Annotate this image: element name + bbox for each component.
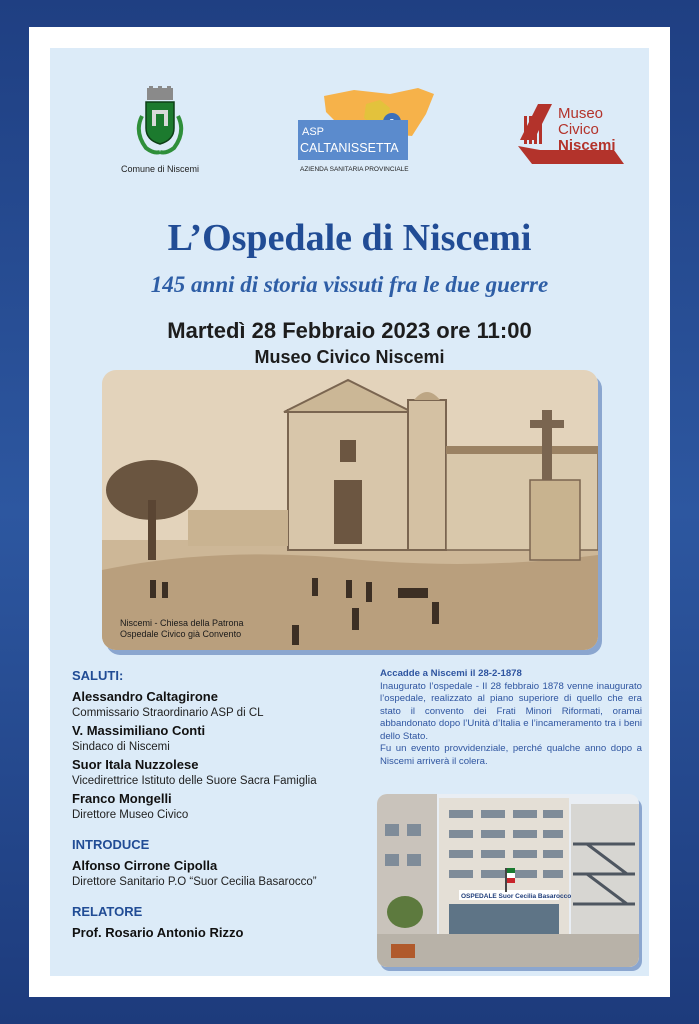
comune-crest-icon xyxy=(132,86,188,160)
speaker-role: Sindaco di Niscemi xyxy=(72,741,170,753)
history-note xyxy=(380,668,642,768)
event-subtitle: 145 anni di storia vissuti fra le due guerre xyxy=(150,272,549,297)
museo-civico-logo xyxy=(518,100,630,166)
event-title: L’Ospedale di Niscemi xyxy=(167,217,532,259)
saluti-heading: SALUTI: xyxy=(72,668,124,683)
poster-frame xyxy=(29,27,670,997)
asp-line2: CALTANISSETTA xyxy=(300,141,399,155)
photo-caption-line1: Niscemi - Chiesa della Patrona xyxy=(120,618,244,628)
history-paragraph-2: Fu un evento provvidenziale, perché qualche anno dopo a Niscemi arriverà il colera. xyxy=(380,743,642,767)
speakers-column xyxy=(72,668,372,940)
comune-logo xyxy=(110,86,210,174)
asp-line1: ASP xyxy=(302,126,325,138)
speaker-role: Direttore Museo Civico xyxy=(72,809,189,821)
introducer-role: Direttore Sanitario P.O “Suor Cecilia Basarocco” xyxy=(72,876,317,888)
historic-church-illustration xyxy=(102,370,598,650)
history-paragraph-1: Inaugurato l’ospedale - Il 28 febbraio 1878 venne inaugurato l’ospedale, realizzato al piano superiore di quello che era stato il convento dei Frati Minori Riformati, oramai abbandonato dopo l’Unità d’Italia e l’incameramento tra i beni dello Stato. xyxy=(380,680,642,742)
speaker-name: Franco Mongelli xyxy=(72,791,172,806)
museo-line2: Civico xyxy=(558,121,599,138)
introduce-heading: INTRODUCE xyxy=(72,837,150,852)
comune-caption: Comune di Niscemi xyxy=(120,164,200,174)
historic-photo xyxy=(102,370,598,650)
history-heading: Accadde a Niscemi il 28-2-1878 xyxy=(380,668,522,679)
speaker-name: Alessandro Caltagirone xyxy=(72,689,218,704)
hospital-photo xyxy=(377,794,639,967)
speaker-name: Suor Itala Nuzzolese xyxy=(72,757,199,772)
photo-caption xyxy=(120,618,244,640)
museo-line3: Niscemi xyxy=(558,137,616,154)
relatore-heading: RELATORE xyxy=(72,904,143,919)
speaker-role: Commissario Straordinario ASP di CL xyxy=(72,707,264,719)
hospital-building-illustration xyxy=(377,794,639,967)
asp-caltanissetta-logo xyxy=(294,84,439,176)
asp-line3: AZIENDA SANITARIA PROVINCIALE xyxy=(300,166,409,173)
museo-line1: Museo xyxy=(558,105,604,122)
speaker-name: V. Massimiliano Conti xyxy=(72,723,206,738)
photo-caption-line2: Ospedale Civico già Convento xyxy=(120,629,242,639)
event-datetime: Martedì 28 Febbraio 2023 ore 11:00 xyxy=(167,318,532,343)
introducer-name: Alfonso Cirrone Cipolla xyxy=(72,858,218,873)
hospital-sign-text: OSPEDALE Suor Cecilia Basarocco xyxy=(461,893,572,900)
poster-panel xyxy=(50,48,649,976)
event-venue: Museo Civico Niscemi xyxy=(254,347,445,367)
speaker-role: Vicedirettrice Istituto delle Suore Sacra Famiglia xyxy=(72,775,317,787)
relatore-name: Prof. Rosario Antonio Rizzo xyxy=(72,925,244,940)
